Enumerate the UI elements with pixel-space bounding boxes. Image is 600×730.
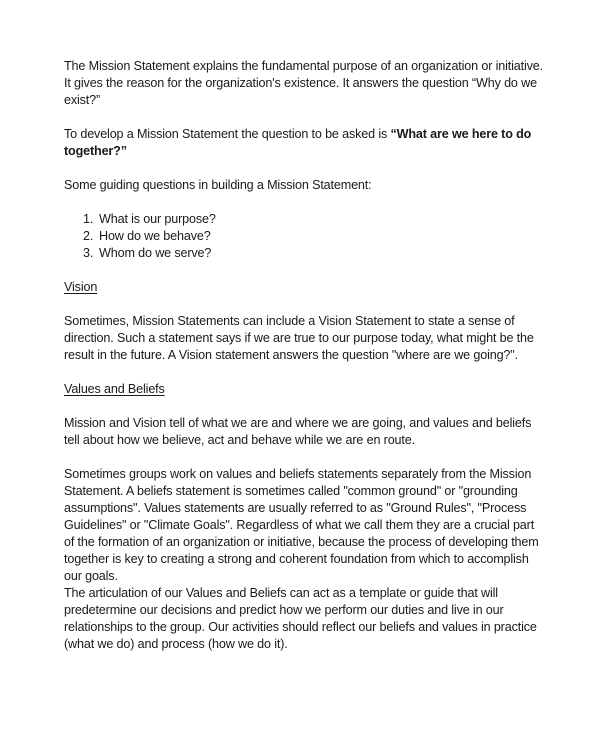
values-paragraph-1: Mission and Vision tell of what we are and where we are going, and values and beliefs tell about how we believe, act and behave while we are en route. [64,416,532,447]
develop-question: “What are we here to do together?” [64,127,532,158]
list-item-number: 2. [83,229,94,243]
list-item [83,228,544,245]
intro-paragraph: The Mission Statement explains the fundamental purpose of an organization or initiative. It gives the reason for the organization's existence. It answers the question “Why do we exist?” [64,59,543,107]
list-item-number: 3. [83,246,94,260]
values-heading: Values and Beliefs [64,382,165,396]
list-item-text: Whom do we serve? [99,246,212,260]
vision-heading: Vision [64,280,98,294]
guiding-questions-intro: Some guiding questions in building a Mission Statement: [64,178,372,192]
list-item-number: 1. [83,212,94,226]
document-page [64,58,544,653]
guiding-questions-list [64,211,544,262]
values-paragraph-2: Sometimes groups work on values and beliefs statements separately from the Mission Statement. A beliefs statement is sometimes called "common ground" or "grounding assumptions". Values statements are usually referred to as "Ground Rules", "Process Guidelines" or "Climate Goals". Regardless of what we call them they are a crucial part of the formation of an organization or initiative, because the process of developing them together is key to creating a strong and coherent foundation from which to accomplish our goals. [64,467,539,583]
develop-paragraph [64,126,544,160]
list-item-text: What is our purpose? [99,212,216,226]
list-item [83,245,544,262]
develop-text: To develop a Mission Statement the question to be asked is [64,127,391,141]
vision-paragraph: Sometimes, Mission Statements can include a Vision Statement to state a sense of direction. Such a statement says if we are true to our purpose today, what might be the result in the future. A Vision statement answers the question "where are we going?". [64,314,534,362]
list-item-text: How do we behave? [99,229,211,243]
list-item [83,211,544,228]
values-paragraph-3: The articulation of our Values and Beliefs can act as a template or guide that will predetermine our decisions and predict how we perform our duties and live in our relationships to the group. Our activities should reflect our beliefs and values in practice (what we do) and process (how we do it). [64,586,537,651]
